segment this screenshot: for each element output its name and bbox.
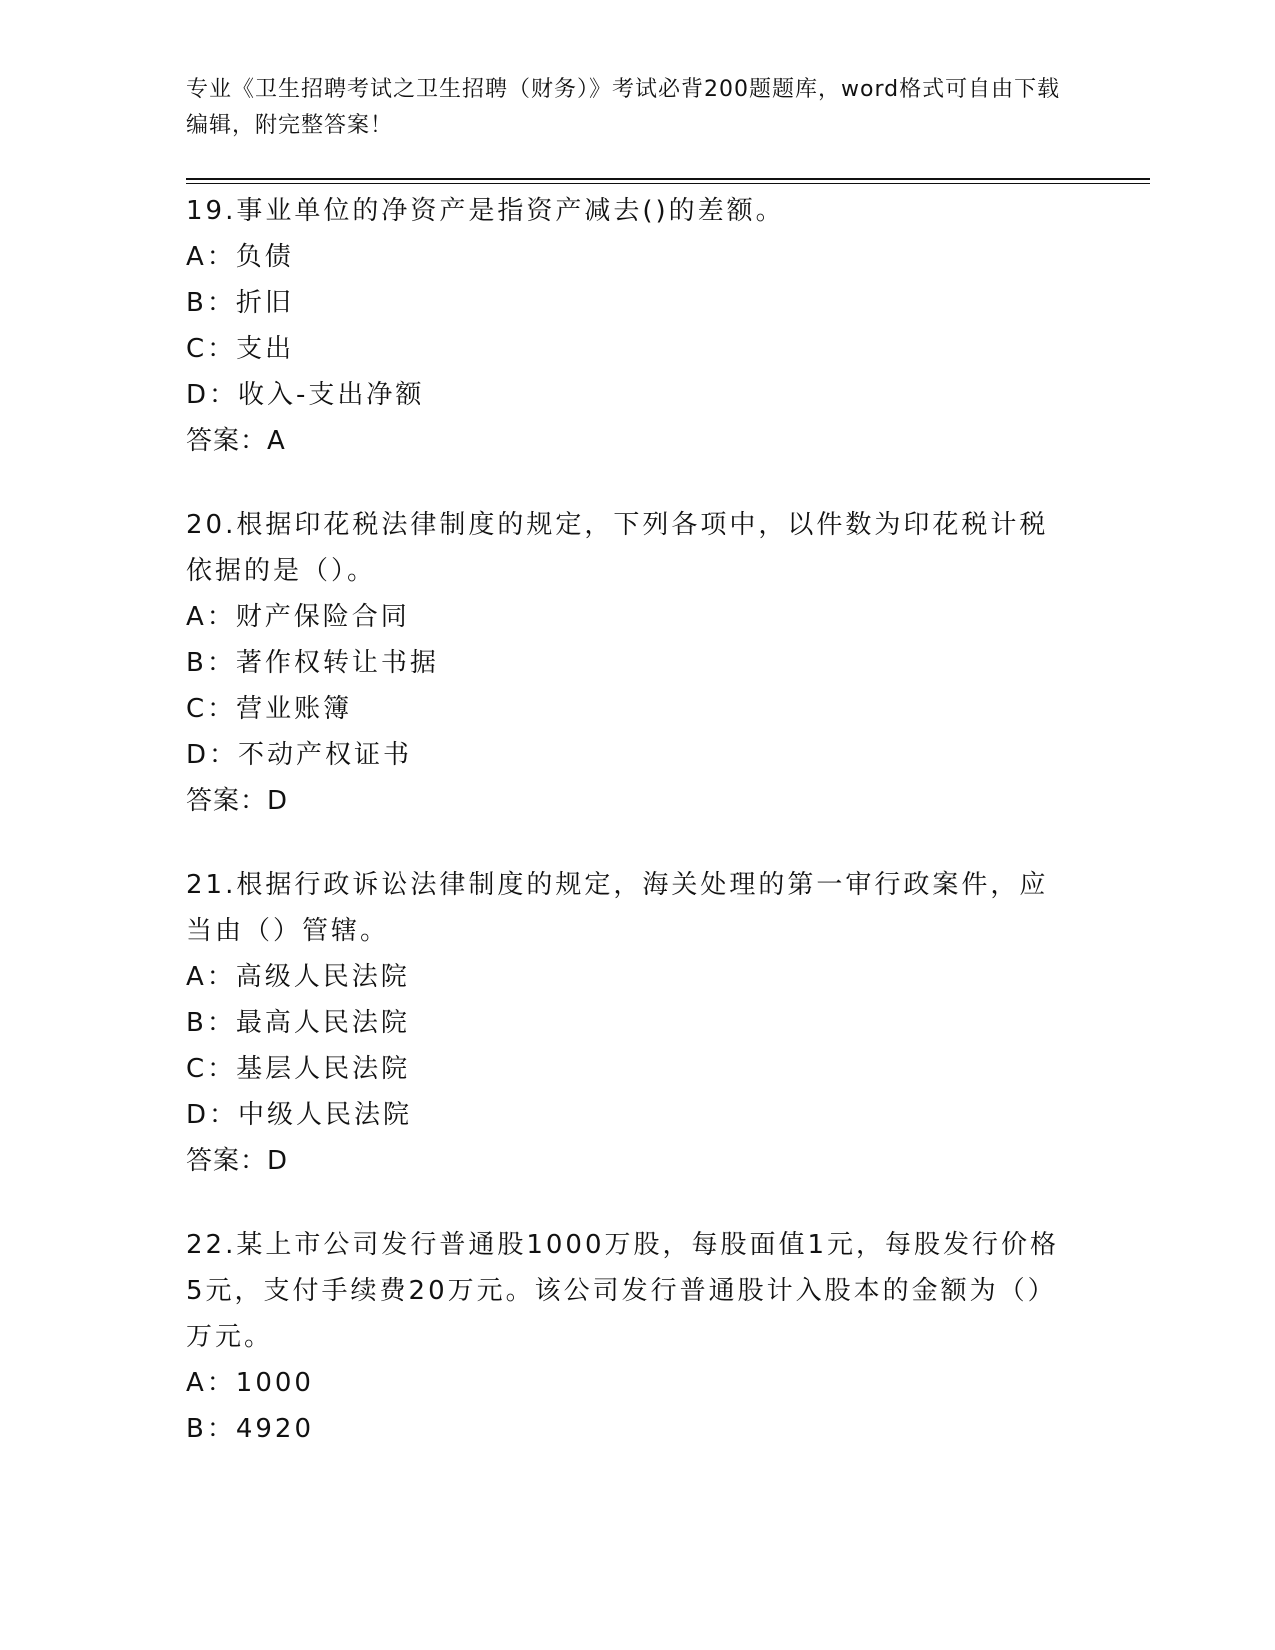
option-a: A：财产保险合同 xyxy=(186,602,410,632)
question-20 xyxy=(186,502,1086,824)
option-d: D：收入-支出净额 xyxy=(186,380,425,410)
option-a: A：1000 xyxy=(186,1368,314,1398)
question-stem: 19.事业单位的净资产是指资产减去()的差额。 xyxy=(186,196,785,226)
question-22 xyxy=(186,1222,1086,1452)
option-c: C：基层人民法院 xyxy=(186,1054,411,1084)
option-b: B：折旧 xyxy=(186,288,294,318)
question-stem: 20.根据印花税法律制度的规定，下列各项中，以件数为印花税计税依据的是（）。 xyxy=(186,510,1049,586)
question-stem: 22.某上市公司发行普通股1000万股，每股面值1元，每股发行价格5元，支付手续费20万元。该公司发行普通股计入股本的金额为（）万元。 xyxy=(186,1230,1060,1352)
answer-line: 答案：A xyxy=(186,426,286,456)
option-a: A：高级人民法院 xyxy=(186,962,410,992)
option-c: C：支出 xyxy=(186,334,295,364)
question-list xyxy=(186,188,1086,1490)
option-a: A：负债 xyxy=(186,242,294,272)
header-divider-thin xyxy=(186,183,1150,184)
option-b: B：4920 xyxy=(186,1414,315,1444)
option-c: C：营业账簿 xyxy=(186,694,353,724)
question-stem: 21.根据行政诉讼法律制度的规定，海关处理的第一审行政案件，应当由（）管辖。 xyxy=(186,870,1049,946)
option-b: B：著作权转让书据 xyxy=(186,648,439,678)
option-b: B：最高人民法院 xyxy=(186,1008,410,1038)
option-d: D：不动产权证书 xyxy=(186,740,413,770)
answer-line: 答案：D xyxy=(186,786,289,816)
document-header: 专业《卫生招聘考试之卫生招聘（财务）》考试必背200题题库，word格式可自由下载编辑，附完整答案！ xyxy=(186,77,1061,138)
question-19 xyxy=(186,188,1086,464)
option-d: D：中级人民法院 xyxy=(186,1100,413,1130)
header-divider-thick xyxy=(186,178,1150,180)
answer-line: 答案：D xyxy=(186,1146,289,1176)
question-21 xyxy=(186,862,1086,1184)
